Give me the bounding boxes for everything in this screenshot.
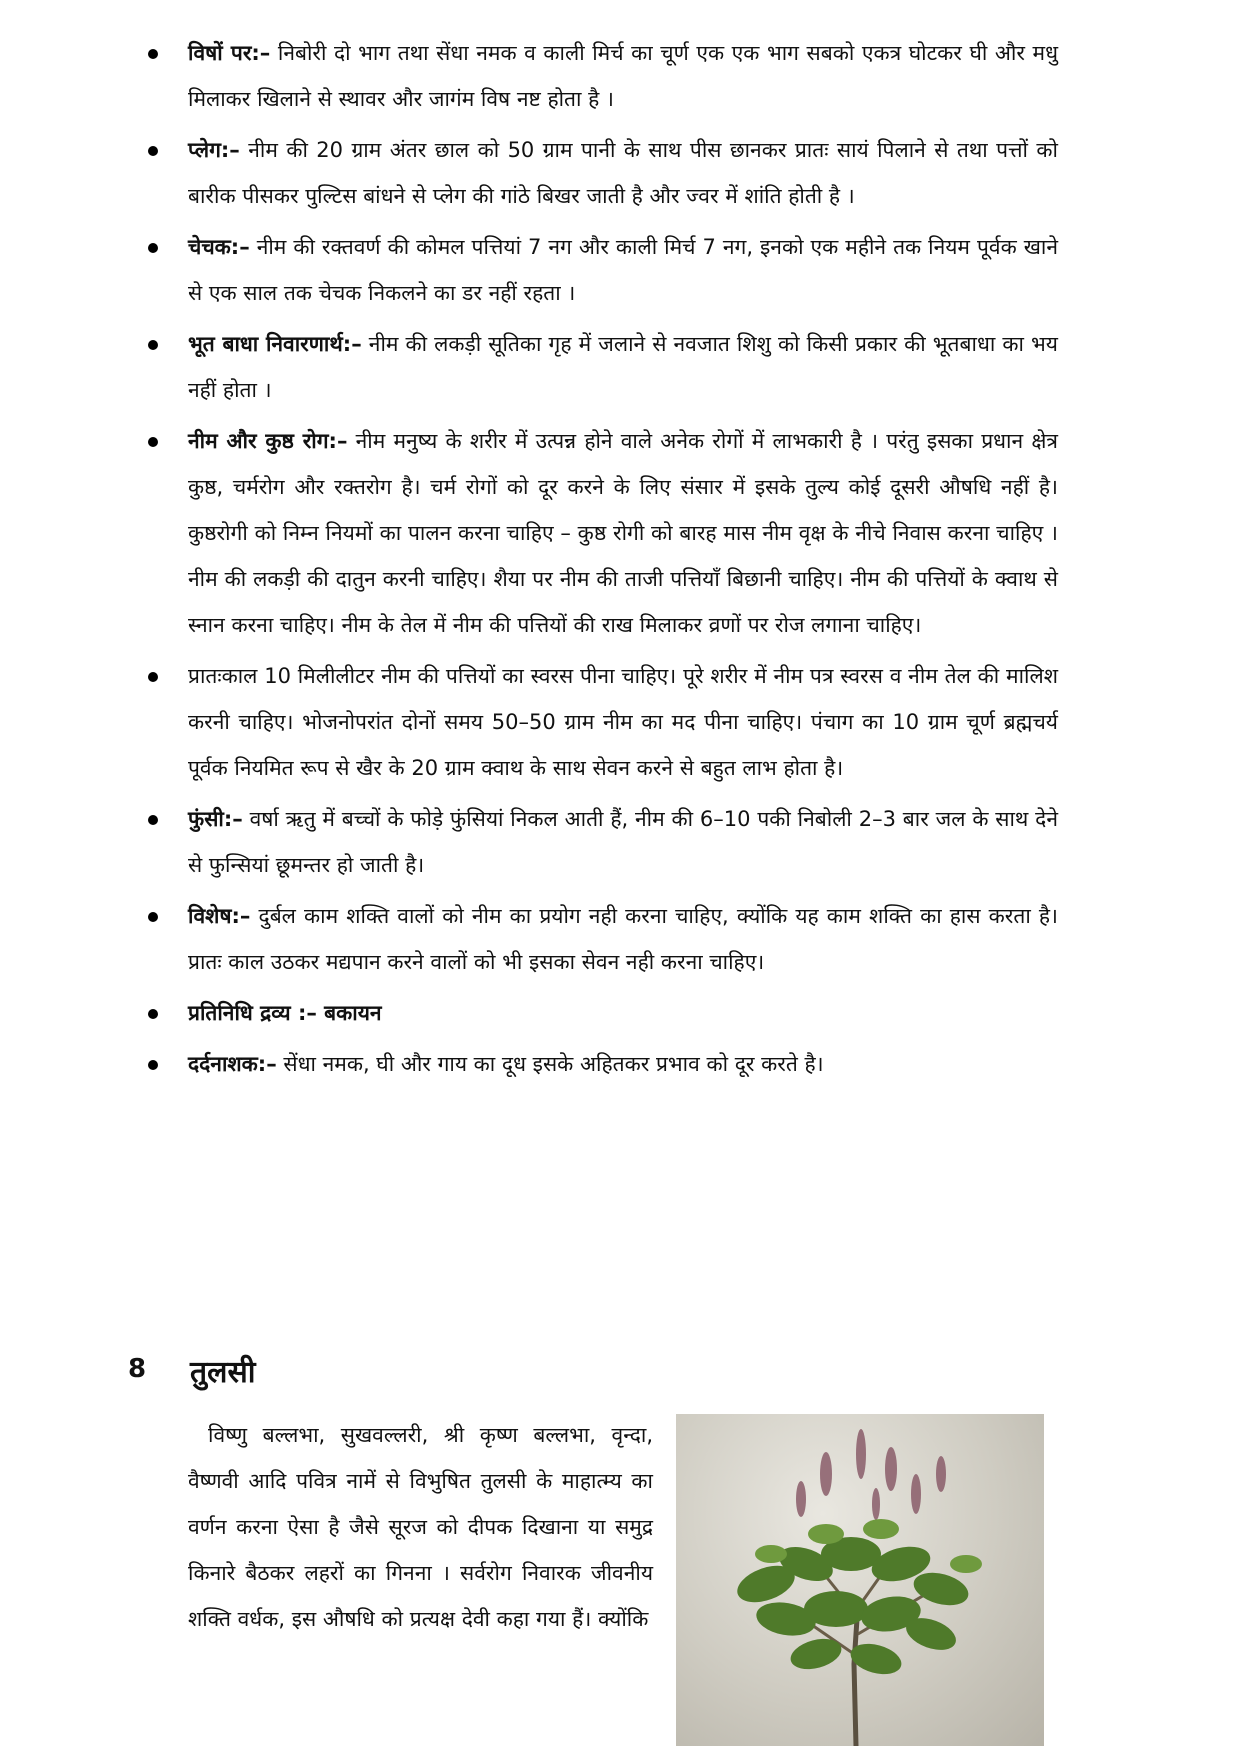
item-term: प्लेग:– [188, 138, 240, 162]
list-item [148, 653, 1058, 791]
remedy-list [148, 30, 1058, 1092]
bullet-icon [148, 437, 158, 447]
list-item [148, 418, 1058, 648]
item-term: भूत बाधा निवारणार्थ:– [188, 332, 362, 356]
bullet-icon [148, 340, 158, 350]
bullet-icon [148, 49, 158, 59]
item-text: नीम की रक्तवर्ण की कोमल पत्तियां 7 नग और काली मिर्च 7 नग, इनको एक महीने तक नियम पूर्वक खाने से एक साल तक चेचक निकलने का डर नहीं रहता । [188, 235, 1058, 305]
item-term: नीम और कुष्ठ रोग:– [188, 429, 348, 453]
section-title: तुलसी [190, 1355, 256, 1390]
tulsi-plant-photo [676, 1414, 1044, 1746]
item-term: विषों पर:– [188, 41, 271, 65]
list-item [148, 893, 1058, 985]
tulsi-plant-icon [676, 1414, 1044, 1746]
bullet-icon [148, 146, 158, 156]
list-item [148, 796, 1058, 888]
item-text: नीम की 20 ग्राम अंतर छाल को 50 ग्राम पानी के साथ पीस छानकर प्रातः सायं पिलाने से तथा पत्तों को बारीक पीसकर पुल्टिस बांधने से प्लेग की गांठे बिखर जाती है और ज्वर में शांति होती है । [188, 138, 1058, 208]
bullet-icon [148, 1009, 158, 1019]
bullet-icon [148, 243, 158, 253]
item-text: दुर्बल काम शक्ति वालों को नीम का प्रयोग नही करना चाहिए, क्योंकि यह काम शक्ति का हास करता है। प्रातः काल उठकर मद्यपान करने वालों को भी इसका सेवन नही करना चाहिए। [188, 904, 1058, 974]
item-text: नीम की लकड़ी सूतिका गृह में जलाने से नवजात शिशु को किसी प्रकार की भूतबाधा का भय नहीं होता । [188, 332, 1058, 402]
section-heading [128, 1350, 1028, 1400]
item-term: चेचक:– [188, 235, 250, 259]
list-item [148, 224, 1058, 316]
item-text: प्रातःकाल 10 मिलीलीटर नीम की पत्तियों का स्वरस पीना चाहिए। पूरे शरीर में नीम पत्र स्वरस व नीम तेल की मालिश करनी चाहिए। भोजनोपरांत दोनों समय 50–50 ग्राम नीम का मद पीना चाहिए। पंचाग का 10 ग्राम चूर्ण ब्रह्मचर्य पूर्वक नियमित रूप से खैर के 20 ग्राम क्वाथ के साथ सेवन करने से बहुत लाभ होता है। [188, 664, 1058, 780]
item-term: प्रतिनिधि द्रव्य :– बकायन [188, 1001, 382, 1025]
section-intro-paragraph: विष्णु बल्लभा, सुखवल्लरी, श्री कृष्ण बल्लभा, वृन्दा, वैष्णवी आदि पवित्र नामें से विभुषित तुलसी के माहात्म्य का वर्णन करना ऐसा है जैसे सूरज को दीपक दिखाना या समुद्र किनारे बैठकर लहरों का गिनना । सर्वरोग निवारक जीवनीय शक्ति वर्धक, इस औषधि को प्रत्यक्ष देवी कहा गया हैं। क्योंकि [188, 1423, 653, 1631]
item-term: दर्दनाशक:– [188, 1052, 277, 1076]
bullet-icon [148, 1060, 158, 1070]
item-text: सेंधा नमक, घी और गाय का दूध इसके अहितकर प्रभाव को दूर करते है। [276, 1052, 824, 1076]
item-term: फुंसी:– [188, 807, 243, 831]
bullet-icon [148, 815, 158, 825]
section-number: 8 [128, 1354, 147, 1384]
list-item [148, 321, 1058, 413]
item-text: वर्षा ऋतु में बच्चों के फोड़े फुंसियां निकल आती हैं, नीम की 6–10 पकी निबोली 2–3 बार जल के साथ देने से फुन्सियां छूमन्तर हो जाती है। [188, 807, 1058, 877]
list-item [148, 1041, 1058, 1087]
bullet-icon [148, 672, 158, 682]
item-text: नीम मनुष्य के शरीर में उत्पन्न होने वाले अनेक रोगों में लाभकारी है । परंतु इसका प्रधान क्षेत्र कुष्ठ, चर्मरोग और रक्तरोग है। चर्म रोगों को दूर करने के लिए संसार में इसके तुल्य कोई दूसरी औषधि नहीं है। कुष्ठरोगी को निम्न नियमों का पालन करना चाहिए – कुष्ठ रोगी को बारह मास नीम वृक्ष के नीचे निवास करना चाहिए । नीम की लकड़ी की दातुन करनी चाहिए। शैया पर नीम की ताजी पत्तियाँ बिछानी चाहिए। नीम की पत्तियों के क्वाथ से स्नान करना चाहिए। नीम के तेल में नीम की पत्तियों की राख मिलाकर व्रणों पर रोज लगाना चाहिए। [188, 429, 1058, 637]
list-item [148, 990, 1058, 1036]
item-text: निबोरी दो भाग तथा सेंधा नमक व काली मिर्च का चूर्ण एक एक भाग सबको एकत्र घोटकर घी और मधु मिलाकर खिलाने से स्थावर और जागंम विष नष्ट होता है । [188, 41, 1058, 111]
list-item [148, 30, 1058, 122]
list-item [148, 127, 1058, 219]
bullet-icon [148, 912, 158, 922]
item-term: विशेष:– [188, 904, 251, 928]
